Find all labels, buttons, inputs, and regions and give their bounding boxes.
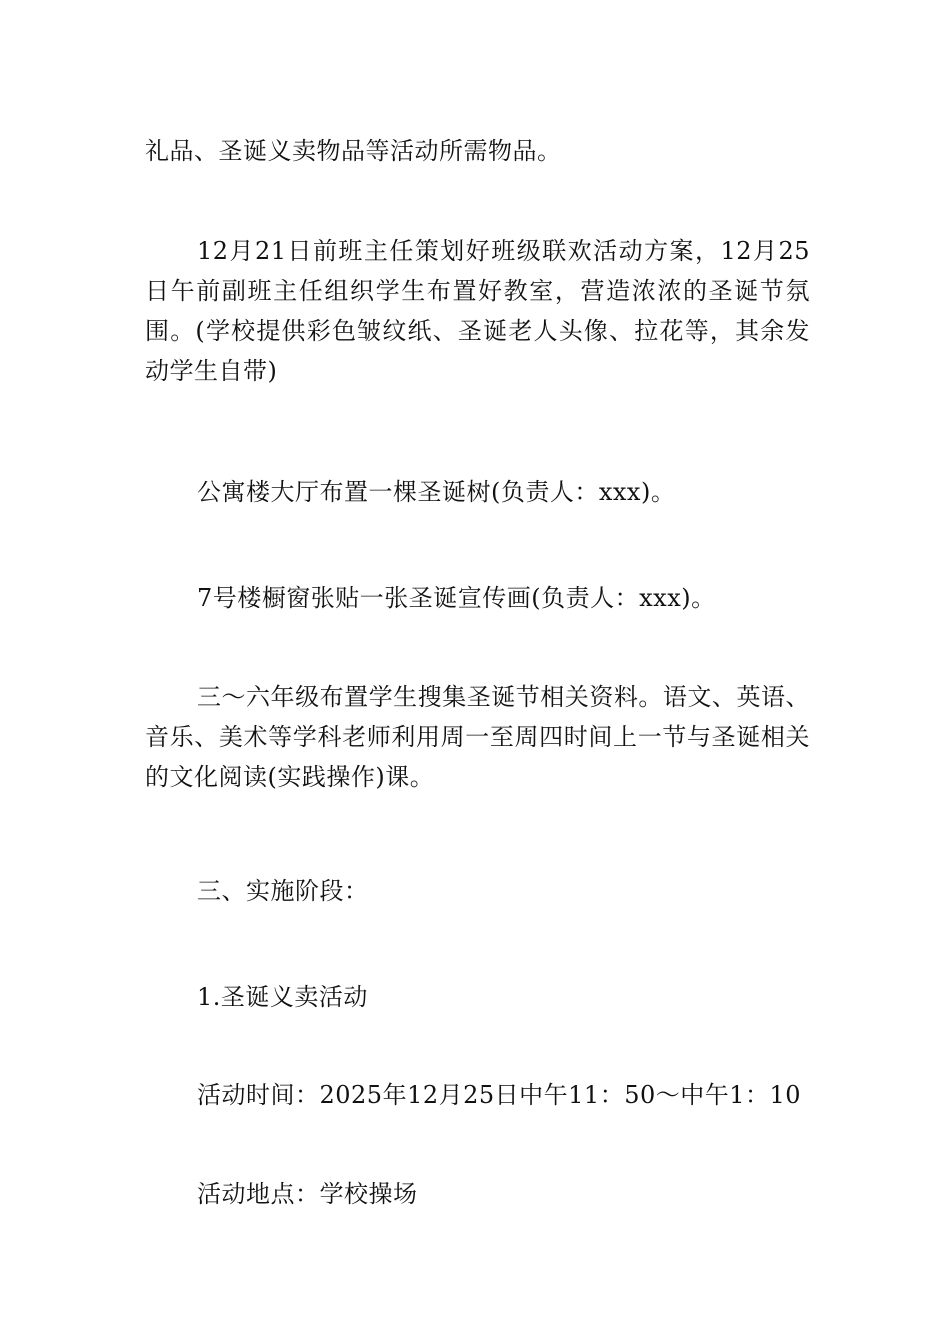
paragraph-activity-time: 活动时间：2025年12月25日中午11：50～中午1：10 — [197, 1081, 802, 1109]
paragraph-grade-materials: 三～六年级布置学生搜集圣诞节相关资料。语文、英语、音乐、美术等学科老师利用周一至周四时间上一节与圣诞相关的文化阅读(实践操作)课。 — [145, 683, 810, 791]
paragraph-supplies-continued: 礼品、圣诞义卖物品等活动所需物品。 — [145, 137, 562, 165]
subheading-charity-sale: 1.圣诞义卖活动 — [197, 983, 368, 1011]
paragraph-activity-location: 活动地点：学校操场 — [197, 1180, 418, 1208]
paragraph-christmas-tree: 公寓楼大厅布置一棵圣诞树(负责人：xxx)。 — [197, 478, 676, 506]
section-heading-implementation: 三、实施阶段： — [197, 877, 369, 905]
paragraph-class-party-plan: 12月21日前班主任策划好班级联欢活动方案，12月25日午前副班主任组织学生布置好教室，营造浓浓的圣诞节氛围。(学校提供彩色皱纹纸、圣诞老人头像、拉花等，其余发动学生自带) — [145, 237, 810, 385]
paragraph-poster: 7号楼橱窗张贴一张圣诞宣传画(负责人：xxx)。 — [197, 584, 716, 612]
